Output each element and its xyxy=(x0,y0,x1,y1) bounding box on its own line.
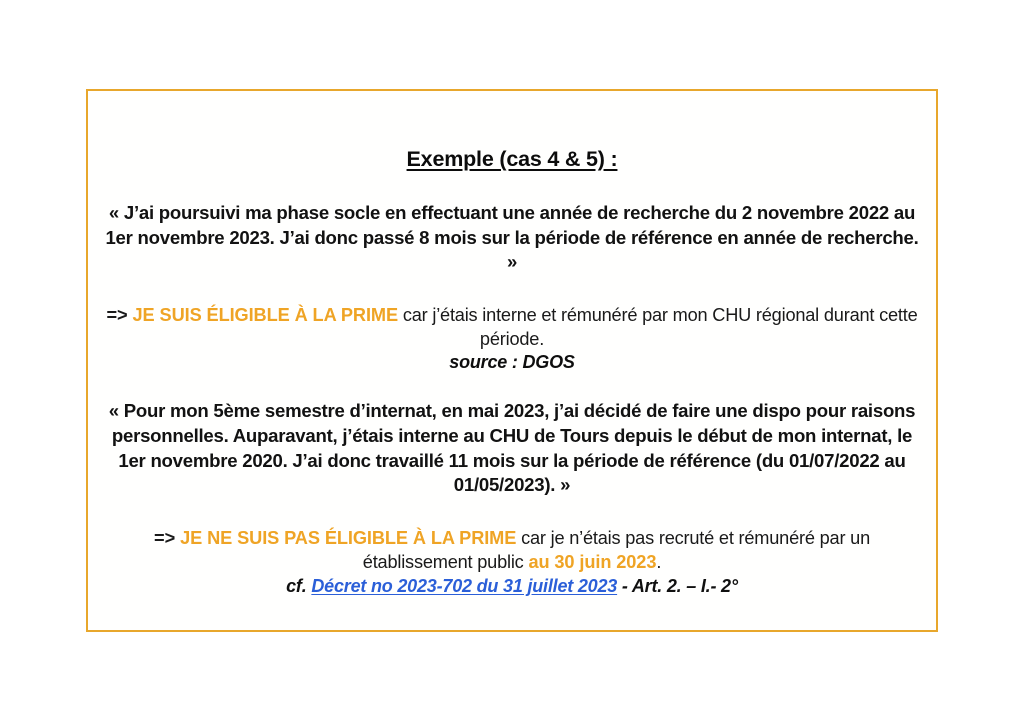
case2-quote: « Pour mon 5ème semestre d’internat, en mai 2023, j’ai décidé de faire une dispo pour raisons personnelles. Auparavant, j’étais interne au CHU de Tours depuis le début de mon internat, le 1er novembre 2020. J’ai donc travaillé 11 mois sur la période de référence (du 01/07/2022 au 01/05/2023). » xyxy=(108,400,916,496)
arrow-glyph-2: => xyxy=(154,528,176,549)
page-title: Exemple (cas 4 & 5) : xyxy=(406,147,618,171)
case2-verdict-highlight: JE NE SUIS PAS ÉLIGIBLE À LA PRIME xyxy=(180,528,517,549)
reference-suffix: - Art. 2. – I.- 2° xyxy=(617,575,738,596)
content-inner xyxy=(88,91,936,630)
spacer-1 xyxy=(96,275,928,303)
case1-verdict-rest: car j’étais interne et rémunéré par mon CHU régional durant cette période. xyxy=(397,304,918,350)
case2-reference xyxy=(96,575,928,599)
spacer-2 xyxy=(96,375,928,399)
case2-verdict xyxy=(102,526,922,574)
arrow-glyph-1: => xyxy=(106,304,128,325)
case1-verdict-highlight: JE SUIS ÉLIGIBLE À LA PRIME xyxy=(132,304,398,325)
case1-verdict xyxy=(102,303,922,351)
spacer-3 xyxy=(96,498,928,526)
case2-verdict-mid: car je n’étais pas recruté et rémunéré par un établissement public xyxy=(362,528,870,573)
case2-verdict-date: au 30 juin 2023 xyxy=(528,552,657,573)
case1-source: source : DGOS xyxy=(449,352,575,373)
reference-prefix: cf. xyxy=(286,575,312,596)
case2-verdict-end: . xyxy=(656,552,662,573)
example-content-box xyxy=(86,89,938,632)
case1-quote: « J’ai poursuivi ma phase socle en effectuant une année de recherche du 2 novembre 2022 au 1er novembre 2023. J’ai donc passé 8 mois sur la période de référence en année de recherche. » xyxy=(105,201,919,273)
decree-link[interactable]: Décret no 2023-702 du 31 juillet 2023 xyxy=(311,575,618,596)
